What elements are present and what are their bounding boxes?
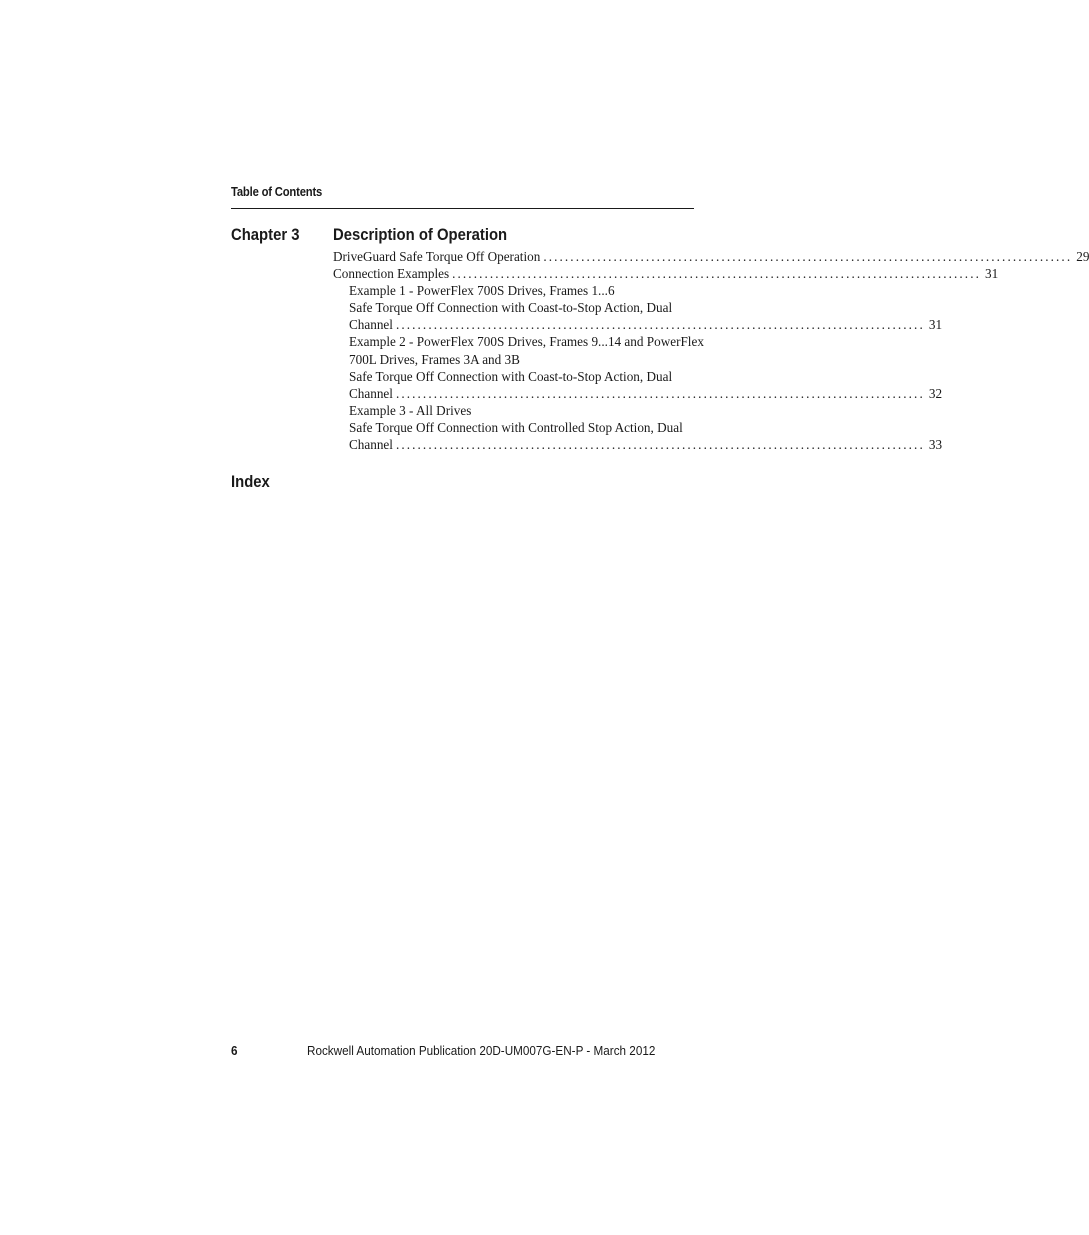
leader-dots: ..................................................................................................: [395, 437, 925, 453]
chapter-label: Chapter 3: [231, 226, 300, 244]
toc-entry-text-cont: Channel: [349, 317, 393, 333]
toc-entry[interactable]: [333, 265, 999, 282]
toc-entry-text-cont: Channel: [349, 385, 393, 401]
toc-entry[interactable]: [333, 333, 704, 367]
toc-entry[interactable]: [333, 248, 1089, 265]
toc-entry-text: Safe Torque Off Connection with Coast-to-Stop Action, Dual: [349, 300, 673, 316]
toc-entry[interactable]: [333, 419, 943, 453]
toc-entry-text: DriveGuard Safe Torque Off Operation: [333, 249, 541, 264]
chapter-title: Description of Operation: [333, 226, 508, 244]
toc-entry[interactable]: [333, 402, 694, 419]
toc-entry-text: Example 1 - PowerFlex 700S Drives, Frames 1...6: [349, 283, 615, 299]
toc-entry[interactable]: [333, 299, 943, 333]
toc-entry[interactable]: [333, 282, 694, 299]
toc-list: [333, 248, 1089, 453]
toc-entry-text: Safe Torque Off Connection with Controlled Stop Action, Dual: [349, 419, 683, 435]
toc-entry-text: Example 2 - PowerFlex 700S Drives, Frames 9...14 and PowerFlex: [349, 334, 704, 350]
toc-page-number: 32: [928, 385, 943, 401]
index-heading[interactable]: Index: [231, 473, 270, 491]
toc-entry-text-cont: Channel: [349, 437, 393, 453]
leader-dots: ..................................................................................................: [395, 317, 925, 333]
toc-entry-text-cont: 700L Drives, Frames 3A and 3B: [349, 351, 520, 367]
toc-page-number: 29: [1076, 249, 1089, 264]
toc-page-number: 31: [985, 266, 999, 282]
leader-dots: ..................................................................................................: [543, 249, 1073, 264]
leader-dots: ..................................................................................................: [395, 385, 925, 401]
header-rule: [231, 208, 694, 209]
toc-page-number: 31: [928, 317, 943, 333]
toc-entry-text: Safe Torque Off Connection with Coast-to-Stop Action, Dual: [349, 368, 673, 384]
toc-page-number: 33: [928, 437, 943, 453]
leader-dots: ..................................................................................................: [452, 266, 982, 282]
running-header: Table of Contents: [231, 185, 323, 199]
publication-footer: Rockwell Automation Publication 20D-UM007G-EN-P - March 2012: [307, 1043, 656, 1058]
toc-entry-text: Connection Examples: [333, 266, 450, 282]
toc-entry-text: Example 3 - All Drives: [349, 402, 472, 418]
toc-entry[interactable]: [333, 368, 943, 402]
page-number: 6: [231, 1043, 238, 1058]
